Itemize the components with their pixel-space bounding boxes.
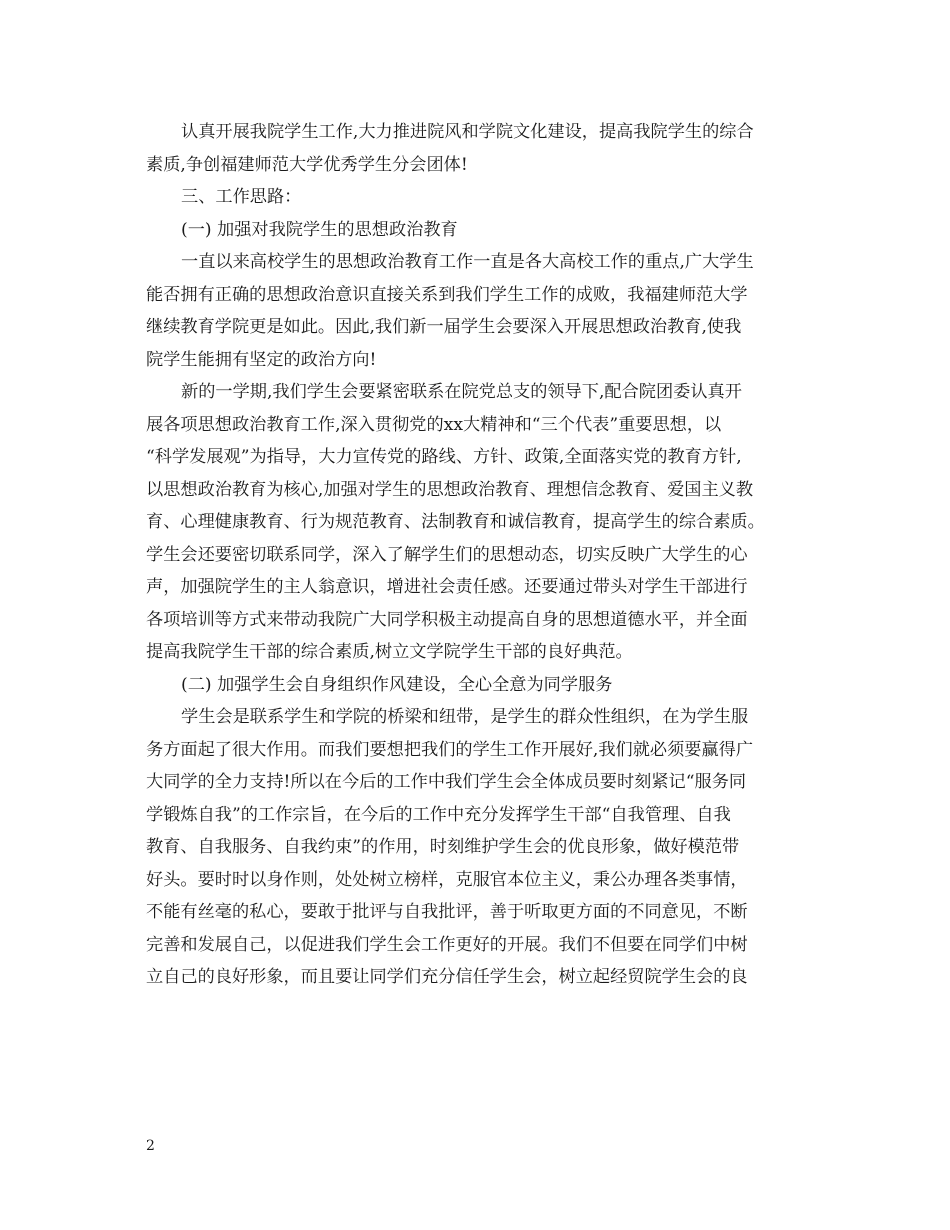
text-line: 以思想政治教育为核心,加强对学生的思想政治教育、理想信念教育、爱国主义教 bbox=[146, 479, 754, 500]
text-line: 学生会还要密切联系同学，深入了解学生们的思想动态，切实反映广大学生的心 bbox=[146, 544, 748, 565]
text-line: “科学发展观”为指导，大力宣传党的路线、方针、政策,全面落实党的教育方针, bbox=[146, 447, 742, 467]
page-number: 2 bbox=[146, 1138, 155, 1154]
text-line: 学锻炼自我”的工作宗旨，在今后的工作中充分发挥学生干部“自我管理、自我 bbox=[146, 804, 731, 825]
text-line: 素质,争创福建师范大学优秀学生分会团体! bbox=[146, 154, 468, 175]
text-line: 各项培训等方式来带动我院广大同学积极主动提高自身的思想道德水平，并全面 bbox=[146, 609, 748, 630]
text-line: 提高我院学生干部的综合素质,树立文学院学生干部的良好典范。 bbox=[146, 642, 633, 662]
text-line: 继续教育学院更是如此。因此,我们新一届学生会要深入开展思想政治教育,使我 bbox=[146, 317, 742, 337]
text-line: 能否拥有正确的思想政治意识直接关系到我们学生工作的成败，我福建师范大学 bbox=[146, 284, 748, 305]
text-line: 大同学的全力支持!所以在今后的工作中我们学生会全体成员要时刻紧记“服务同 bbox=[146, 772, 747, 792]
text-line: 展各项思想政治教育工作,深入贯彻党的xx大精神和“三个代表”重要思想，以 bbox=[146, 414, 722, 435]
text-line: 院学生能拥有坚定的政治方向! bbox=[146, 349, 377, 370]
body-text bbox=[146, 116, 810, 994]
text-line: 立自己的良好形象，而且要让同学们充分信任学生会，树立起经贸院学生会的良 bbox=[146, 967, 748, 987]
text-line: (一) 加强对我院学生的思想政治教育 bbox=[181, 219, 458, 240]
text-line: 三、工作思路： bbox=[181, 187, 302, 207]
text-line: 一直以来高校学生的思想政治教育工作一直是各大高校工作的重点,广大学生 bbox=[181, 252, 754, 272]
text-line: 务方面起了很大作用。而我们要想把我们的学生工作开展好,我们就必须要赢得广 bbox=[146, 739, 754, 760]
text-line: 学生会是联系学生和学院的桥梁和纽带，是学生的群众性组织，在为学生服 bbox=[181, 707, 749, 727]
text-line: 声，加强院学生的主人翁意识，增进社会责任感。还要通过带头对学生干部进行 bbox=[146, 577, 748, 597]
text-line: 新的一学期,我们学生会要紧密联系在院党总支的领导下,配合院团委认真开 bbox=[181, 382, 742, 402]
text-line: 教育、自我服务、自我约束”的作用，时刻维护学生会的优良形象，做好模范带 bbox=[146, 837, 740, 857]
text-line: 好头。要时时以身作则，处处树立榜样，克服官本位主义，秉公办理各类事情， bbox=[146, 869, 748, 890]
text-line: (二) 加强学生会自身组织作风建设，全心全意为同学服务 bbox=[181, 674, 613, 695]
text-line: 认真开展我院学生工作,大力推进院风和学院文化建设，提高我院学生的综合 bbox=[181, 122, 754, 142]
text-line: 不能有丝毫的私心，要敢于批评与自我批评，善于听取更方面的不同意见，不断 bbox=[146, 902, 748, 922]
text-line: 完善和发展自己，以促进我们学生会工作更好的开展。我们不但要在同学们中树 bbox=[146, 934, 748, 955]
text-line: 育、心理健康教育、行为规范教育、法制教育和诚信教育，提高学生的综合素质。 bbox=[146, 512, 765, 532]
